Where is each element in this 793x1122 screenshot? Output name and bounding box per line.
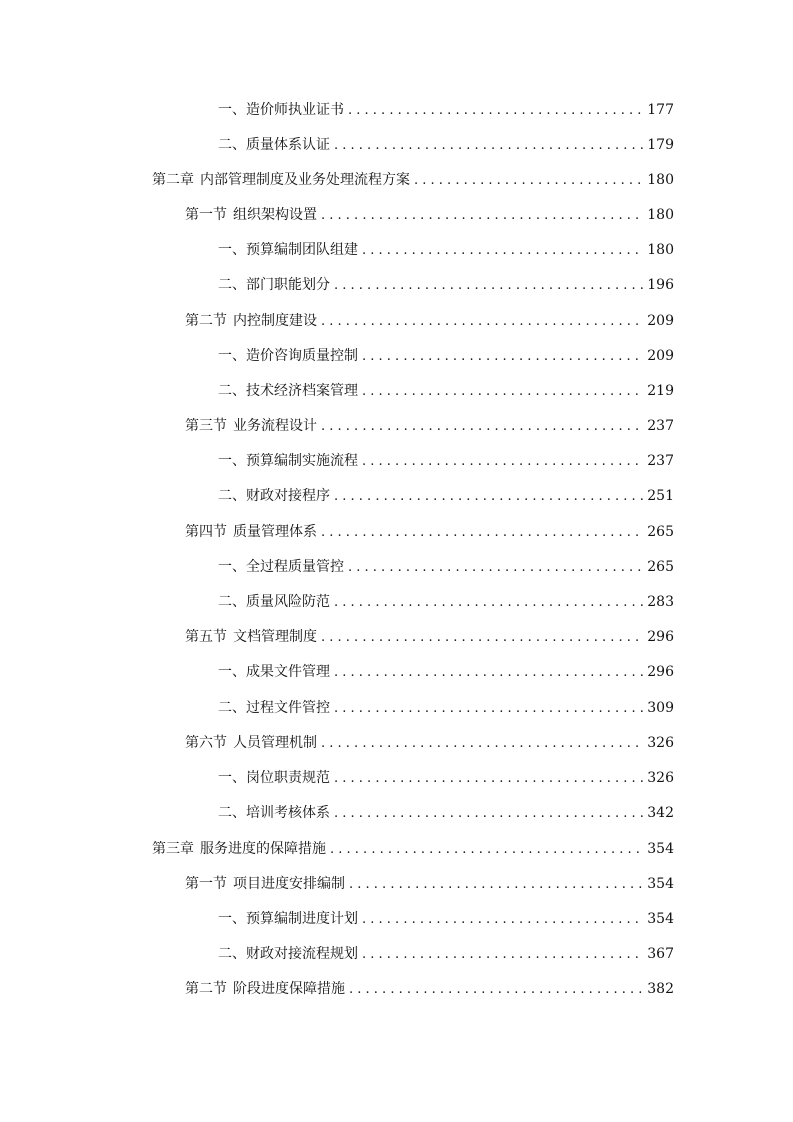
toc-entry-page: 265 xyxy=(647,524,674,540)
toc-entry[interactable] xyxy=(185,731,674,755)
toc-entry-page: 367 xyxy=(647,946,674,962)
toc-dot-leader xyxy=(334,767,643,791)
toc-entry[interactable] xyxy=(218,273,674,297)
toc-entry[interactable] xyxy=(185,625,674,649)
toc-entry-title: 成果文件管理 xyxy=(246,664,330,680)
toc-entry-marker: 第三章 xyxy=(152,841,194,857)
toc-entry-marker: 一、 xyxy=(218,242,246,258)
toc-entry-page: 179 xyxy=(647,137,674,153)
toc-entry-title: 质量体系认证 xyxy=(246,137,330,153)
toc-entry-title: 业务流程设计 xyxy=(233,418,317,434)
toc-entry[interactable] xyxy=(218,449,674,473)
toc-entry-marker: 第二节 xyxy=(185,313,227,329)
toc-entry-marker: 二、 xyxy=(218,805,246,821)
toc-entry-marker: 第六节 xyxy=(185,735,227,751)
toc-entry-marker: 二、 xyxy=(218,383,246,399)
toc-entry-marker: 二、 xyxy=(218,594,246,610)
toc-entry-page: 326 xyxy=(647,770,674,786)
toc-dot-leader xyxy=(334,661,643,685)
toc-entry-page: 296 xyxy=(647,629,674,645)
toc-entry-page: 354 xyxy=(647,911,674,927)
toc-dot-leader xyxy=(321,415,643,439)
toc-entry[interactable] xyxy=(185,203,674,227)
toc-entry[interactable] xyxy=(185,520,674,544)
toc-entry-marker: 二、 xyxy=(218,137,246,153)
toc-dot-leader xyxy=(362,943,643,967)
toc-entry-page: 196 xyxy=(647,277,674,293)
toc-entry-page: 209 xyxy=(647,313,674,329)
toc-entry-marker: 第二章 xyxy=(152,172,194,188)
toc-entry-title: 技术经济档案管理 xyxy=(246,383,358,399)
toc-entry-marker: 第五节 xyxy=(185,629,227,645)
toc-entry-title: 造价咨询质量控制 xyxy=(246,348,358,364)
toc-entry-page: 180 xyxy=(647,172,674,188)
toc-dot-leader xyxy=(334,134,643,158)
toc-entry-marker: 第一节 xyxy=(185,876,227,892)
toc-entry-title: 预算编制团队组建 xyxy=(246,242,358,258)
toc-entry-page: 296 xyxy=(647,664,674,680)
toc-entry-page: 237 xyxy=(647,453,674,469)
toc-entry-title: 过程文件管控 xyxy=(246,700,330,716)
toc-entry-title: 组织架构设置 xyxy=(233,207,317,223)
toc-entry[interactable] xyxy=(218,660,674,684)
toc-entry[interactable] xyxy=(218,555,674,579)
toc-dot-leader xyxy=(334,697,643,721)
toc-entry[interactable] xyxy=(185,309,674,333)
toc-entry-title: 预算编制进度计划 xyxy=(246,911,358,927)
toc-entry-page: 326 xyxy=(647,735,674,751)
toc-dot-leader xyxy=(362,450,643,474)
toc-entry-title: 阶段进度保障措施 xyxy=(233,981,345,997)
toc-dot-leader xyxy=(362,908,643,932)
toc-entry-title: 部门职能划分 xyxy=(246,277,330,293)
toc-entry-page: 237 xyxy=(647,418,674,434)
toc-entry-page: 180 xyxy=(647,207,674,223)
toc-entry-marker: 第三节 xyxy=(185,418,227,434)
toc-dot-leader xyxy=(321,310,643,334)
toc-entry-marker: 一、 xyxy=(218,102,246,118)
toc-entry[interactable] xyxy=(185,977,674,1001)
toc-entry[interactable] xyxy=(218,98,674,122)
toc-dot-leader xyxy=(321,521,643,545)
toc-entry-title: 全过程质量管控 xyxy=(246,559,344,575)
toc-entry-marker: 一、 xyxy=(218,453,246,469)
toc-entry-page: 180 xyxy=(647,242,674,258)
toc-entry[interactable] xyxy=(218,766,674,790)
toc-dot-leader xyxy=(330,838,643,862)
toc-dot-leader xyxy=(348,556,643,580)
toc-dot-leader xyxy=(334,485,643,509)
toc-dot-leader xyxy=(362,380,643,404)
toc-entry[interactable] xyxy=(218,238,674,262)
toc-entry-page: 342 xyxy=(647,805,674,821)
toc-entry-page: 354 xyxy=(647,876,674,892)
toc-dot-leader xyxy=(349,978,643,1002)
toc-entry-title: 质量管理体系 xyxy=(233,524,317,540)
toc-entry-marker: 第二节 xyxy=(185,981,227,997)
toc-entry-marker: 二、 xyxy=(218,277,246,293)
toc-dot-leader xyxy=(321,626,643,650)
toc-entry-title: 服务进度的保障措施 xyxy=(200,841,326,857)
toc-dot-leader xyxy=(334,802,643,826)
toc-entry-marker: 一、 xyxy=(218,911,246,927)
toc-entry-page: 382 xyxy=(647,981,674,997)
toc-entry-title: 财政对接流程规划 xyxy=(246,946,358,962)
toc-entry-title: 内部管理制度及业务处理流程方案 xyxy=(200,172,410,188)
toc-entry-page: 265 xyxy=(647,559,674,575)
toc-entry[interactable] xyxy=(152,168,674,192)
toc-dot-leader xyxy=(334,274,643,298)
toc-entry-page: 283 xyxy=(647,594,674,610)
toc-dot-leader xyxy=(321,732,643,756)
toc-entry-marker: 一、 xyxy=(218,348,246,364)
toc-entry-marker: 第四节 xyxy=(185,524,227,540)
toc-entry-title: 财政对接程序 xyxy=(246,488,330,504)
toc-entry[interactable] xyxy=(218,379,674,403)
toc-entry-marker: 一、 xyxy=(218,559,246,575)
toc-entry-title: 人员管理机制 xyxy=(233,735,317,751)
toc-entry-page: 354 xyxy=(647,841,674,857)
toc-entry-title: 项目进度安排编制 xyxy=(233,876,345,892)
toc-dot-leader xyxy=(414,169,643,193)
toc-entry-title: 造价师执业证书 xyxy=(246,102,344,118)
toc-dot-leader xyxy=(334,591,643,615)
toc-entry-marker: 一、 xyxy=(218,770,246,786)
toc-entry[interactable] xyxy=(218,590,674,614)
toc-entry-marker: 二、 xyxy=(218,488,246,504)
toc-entry[interactable] xyxy=(185,872,674,896)
toc-entry[interactable] xyxy=(218,907,674,931)
toc-entry[interactable] xyxy=(218,801,674,825)
toc-entry[interactable] xyxy=(218,484,674,508)
toc-entry-page: 219 xyxy=(647,383,674,399)
toc-entry-title: 岗位职责规范 xyxy=(246,770,330,786)
toc-entry[interactable] xyxy=(218,133,674,157)
toc-entry-marker: 第一节 xyxy=(185,207,227,223)
toc-entry[interactable] xyxy=(218,942,674,966)
toc-entry[interactable] xyxy=(218,344,674,368)
toc-entry-page: 177 xyxy=(647,102,674,118)
toc-dot-leader xyxy=(348,99,643,123)
toc-entry-title: 内控制度建设 xyxy=(233,313,317,329)
toc-entry-title: 预算编制实施流程 xyxy=(246,453,358,469)
toc-entry-marker: 二、 xyxy=(218,946,246,962)
toc-dot-leader xyxy=(362,345,643,369)
toc-entry-page: 209 xyxy=(647,348,674,364)
toc-entry-page: 309 xyxy=(647,700,674,716)
toc-entry-title: 培训考核体系 xyxy=(246,805,330,821)
toc-entry-marker: 二、 xyxy=(218,700,246,716)
toc-entry-page: 251 xyxy=(647,488,674,504)
toc-entry-title: 文档管理制度 xyxy=(233,629,317,645)
toc-entry[interactable] xyxy=(218,696,674,720)
toc-entry-marker: 一、 xyxy=(218,664,246,680)
toc-entry[interactable] xyxy=(185,414,674,438)
toc-dot-leader xyxy=(362,239,643,263)
toc-dot-leader xyxy=(349,873,643,897)
toc-entry-title: 质量风险防范 xyxy=(246,594,330,610)
toc-dot-leader xyxy=(321,204,643,228)
toc-entry[interactable] xyxy=(152,837,674,861)
